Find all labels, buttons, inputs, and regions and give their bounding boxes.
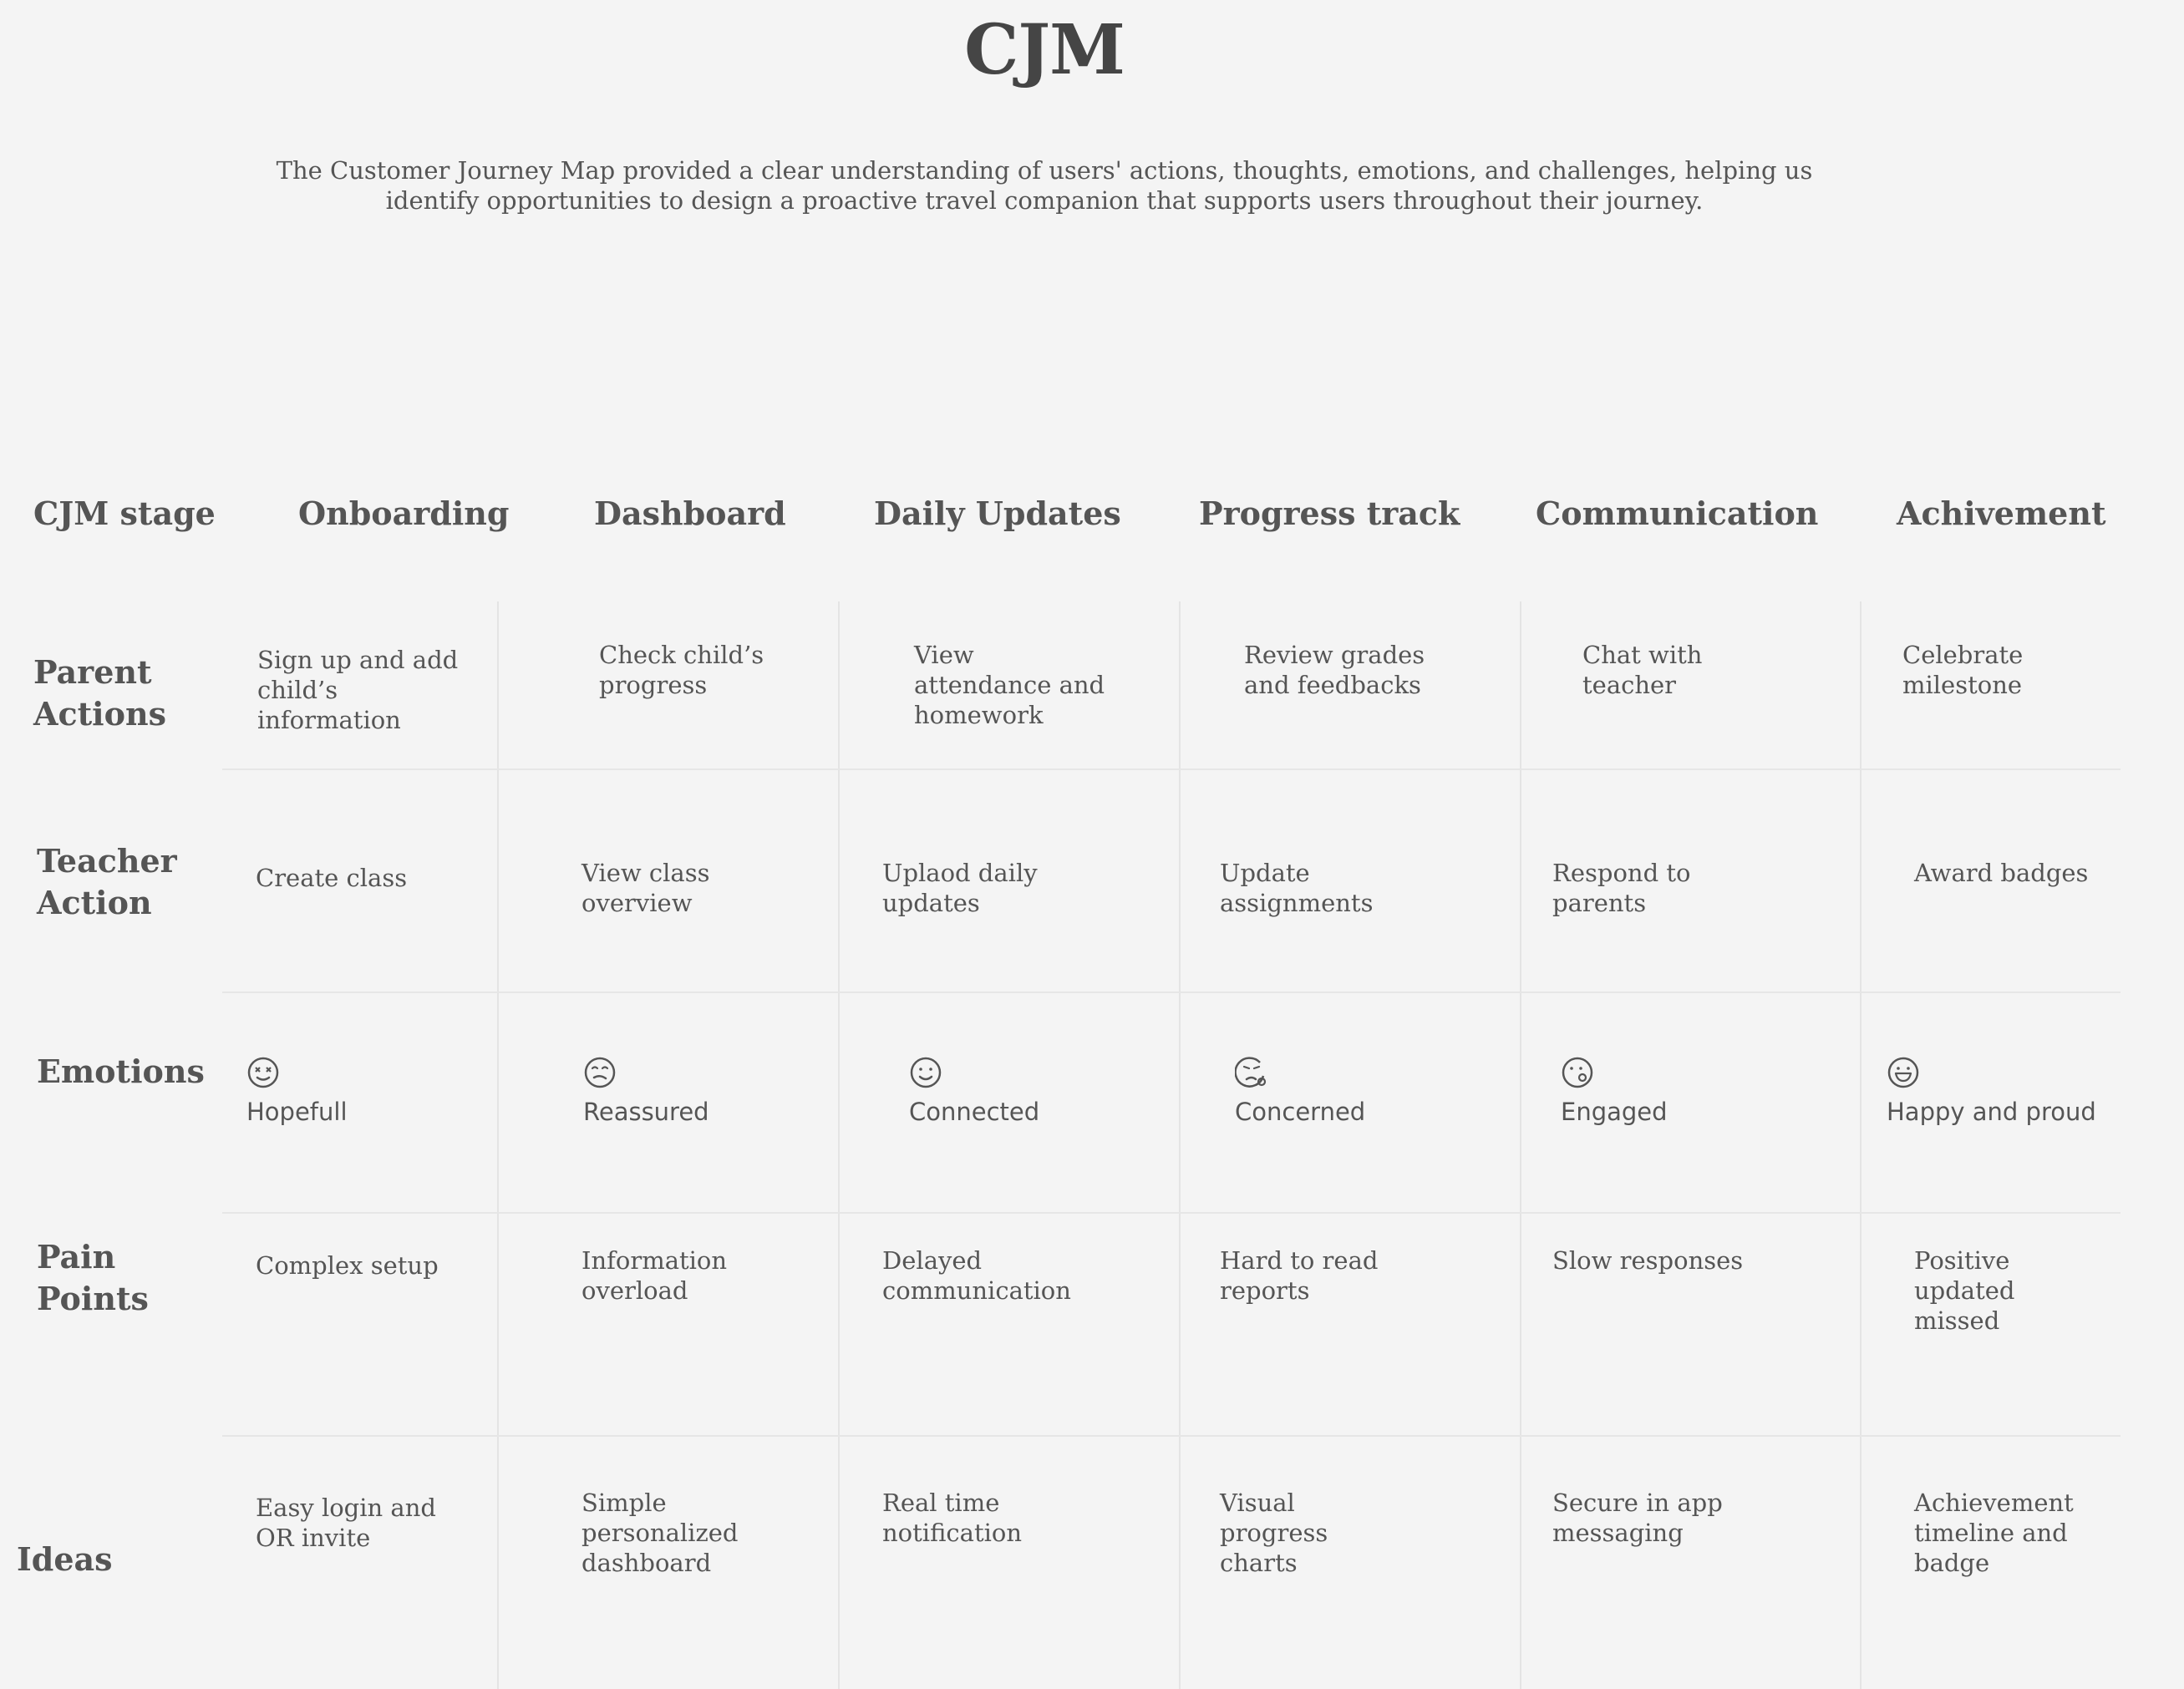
idea-cell: Easy login and OR invite [256, 1494, 436, 1552]
emotion-label: Reassured [583, 1098, 709, 1126]
reassured-face-icon [583, 1056, 617, 1089]
pain-point-cell: Delayed communication [882, 1246, 1071, 1305]
teacher-action-cell: View class overview [582, 859, 710, 917]
emotion-concerned [1235, 1056, 1365, 1126]
emotion-engaged [1561, 1056, 1668, 1126]
row-label-teacher-action: Teacher Action [37, 842, 177, 921]
parent-action-cell: Check child’s progress [599, 641, 764, 699]
emotion-connected [909, 1056, 1039, 1126]
idea-cell: Visual progress charts [1220, 1489, 1328, 1577]
row-label-parent-actions: Parent Actions [33, 653, 166, 733]
stage-dashboard: Dashboard [594, 495, 786, 532]
pain-point-cell: Positive updated missed [1914, 1246, 2015, 1335]
hopeful-face-icon [246, 1056, 280, 1089]
parent-action-cell: Sign up and add child’s information [257, 646, 459, 734]
idea-cell: Simple personalized dashboard [582, 1489, 739, 1577]
page-title: CJM [964, 10, 1125, 90]
pain-point-cell: Information overload [582, 1246, 728, 1305]
emotion-label: Happy and proud [1887, 1098, 2096, 1126]
emotion-label: Engaged [1561, 1098, 1668, 1126]
teacher-action-cell: Create class [256, 864, 408, 892]
engaged-face-icon [1561, 1056, 1594, 1089]
parent-action-cell: Celebrate milestone [1902, 641, 2024, 699]
parent-action-cell: Review grades and feedbacks [1244, 641, 1425, 699]
pain-point-cell: Slow responses [1552, 1246, 1744, 1275]
stage-progress-track: Progress track [1199, 495, 1460, 532]
emotion-label: Concerned [1235, 1098, 1366, 1126]
stage-header-label: CJM stage [33, 495, 216, 532]
teacher-action-cell: Award badges [1914, 859, 2089, 887]
emotion-hopefull [246, 1056, 348, 1126]
idea-cell: Secure in app messaging [1552, 1489, 1723, 1547]
teacher-action-cell: Respond to parents [1552, 859, 1691, 917]
concerned-face-icon [1235, 1056, 1268, 1089]
stage-communication: Communication [1536, 495, 1819, 532]
stage-daily-updates: Daily Updates [874, 495, 1121, 532]
emotion-label: Hopefull [246, 1098, 348, 1126]
pain-point-cell: Hard to read reports [1220, 1246, 1379, 1305]
row-label-ideas: Ideas [17, 1540, 113, 1578]
teacher-action-cell: Update assignments [1220, 859, 1374, 917]
intro-paragraph: The Customer Journey Map provided a clear understanding of users' actions, thoughts, emotions, and challenges, helping us identify opportunities to design a proactive travel companion that supports users throughout their journey. [276, 156, 1813, 215]
grinning-face-icon [1887, 1056, 1920, 1089]
parent-action-cell: Chat with teacher [1582, 641, 1703, 699]
row-label-emotions: Emotions [37, 1052, 205, 1090]
pain-point-cell: Complex setup [256, 1251, 439, 1280]
idea-cell: Real time notification [882, 1489, 1023, 1547]
stage-onboarding: Onboarding [298, 495, 510, 532]
smiling-face-icon [909, 1056, 942, 1089]
idea-cell: Achievement timeline and badge [1914, 1489, 2074, 1577]
teacher-action-cell: Uplaod daily updates [882, 859, 1038, 917]
emotion-happy-and-proud [1887, 1056, 2096, 1126]
emotion-reassured [583, 1056, 709, 1126]
stage-achivement: Achivement [1897, 495, 2106, 532]
row-label-pain-points: Pain Points [37, 1238, 149, 1317]
parent-action-cell: View attendance and homework [914, 641, 1105, 729]
emotion-label: Connected [909, 1098, 1040, 1126]
